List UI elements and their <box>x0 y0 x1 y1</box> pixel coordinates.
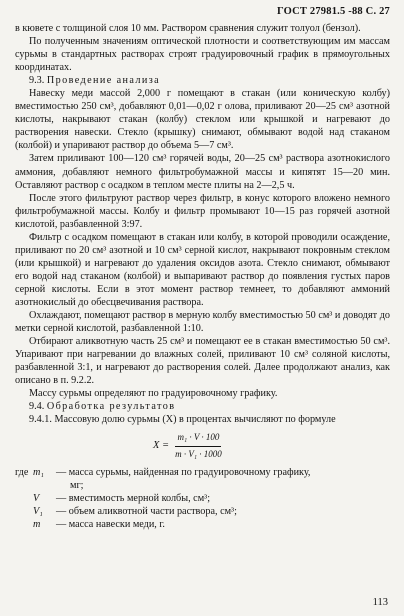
paragraph: По полученным значениям оптической плотности и соответствующим им массам сурьмы в стандартных растворах строят градуировочный график в прямоугольных координатах. <box>15 36 390 74</box>
section-title: Проведение анализа <box>46 75 161 87</box>
formula-denominator: m · V₁ · 1000 <box>175 448 222 459</box>
page-number: 113 <box>372 597 388 608</box>
definitions-list <box>15 466 390 531</box>
paragraph: Затем приливают 100—120 см³ горячей воды, 20—25 см³ раствора азотнокислого аммония, добавляют немного фильтробумажной массы и кипятят 15—20 мин. Оставляют раствор с осадком в теплом месте плиты на 2—2,5 ч. <box>15 153 390 191</box>
section-title: Обработка результатов <box>46 401 176 413</box>
definition-text: — масса сурьмы, найденная по градуировочному графику, <box>56 466 311 478</box>
formula <box>15 431 390 460</box>
paragraph: в кювете с толщиной слоя 10 мм. Раствором сравнения служит толуол (бензол). <box>15 23 361 34</box>
where-label: где <box>15 466 29 478</box>
formula-fraction <box>173 431 224 460</box>
definition-item <box>15 505 390 518</box>
paragraph: 9.4.1. Массовую долю сурьмы (X) в процентах вычисляют по формуле <box>29 414 336 426</box>
paragraph: Массу сурьмы определяют по градуировочному графику. <box>29 388 278 400</box>
definition-continuation: мг; <box>70 479 84 491</box>
paragraph: Охлаждают, помещают раствор в мерную колбу вместимостью 50 см³ и доводят до метки серной кислотой, разбавленной 1:10. <box>15 310 390 335</box>
definition-item <box>15 492 390 505</box>
section-number: 9.3. <box>29 75 45 87</box>
definition-text: — масса навески меди, г. <box>56 518 165 530</box>
page-header: ГОСТ 27981.5 -88 С. 27 <box>276 6 390 17</box>
definition-symbol: m <box>33 518 41 530</box>
definition-item <box>15 518 390 531</box>
paragraph: После этого фильтруют раствор через фильтр, в конус которого вложено немного фильтробумажной массы. Колбу и фильтр промывают 10—15 раз горячей азотной кислотой, разбавленной 3:97. <box>15 192 390 230</box>
formula-lhs: X = <box>153 440 170 452</box>
paragraph: Отбирают аликвотную часть 25 см³ и помещают ее в стакан вместимостью 50 см³. Упаривают при нагревании до влажных солей, приливают 10 см³ соляной кислоты, разбавленной 3:1, и нагревают до растворения солей. Далее продолжают анализ, как описано в п. 9.2.2. <box>15 336 390 387</box>
definition-item <box>15 466 390 479</box>
section-number: 9.4. <box>29 401 45 413</box>
definition-symbol: V₁ <box>33 505 43 517</box>
paragraph: Фильтр с осадком помещают в стакан или колбу, в которой проводили осаждение, приливают по 20 см³ азотной и 10 см³ серной кислот, накрывают покровным стеклом (или крышкой) и нагревают до удаления оксидов азота. Стекло снимают, обмывают его водой над стаканом (колбой) и выпаривают раствор до появления густых паров серной кислоты. Если в этот момент раствор темнеет, то добавляют аммоний азотнокислый до обесцвечивания раствора. <box>15 231 390 308</box>
definition-text: — объем аликвотной части раствора, см³; <box>56 505 237 517</box>
definition-symbol: V <box>33 492 40 504</box>
page-body <box>15 22 390 531</box>
section-heading-results <box>15 400 390 413</box>
definition-text: — вместимость мерной колбы, см³; <box>56 492 211 504</box>
formula-numerator: m₁ · V · 100 <box>175 431 221 446</box>
definition-symbol: m₁ <box>33 466 44 478</box>
paragraph: Навеску меди массой 2,000 г помещают в стакан (или коническую колбу) вместимостью 250 см³, добавляют 0,01—0,02 г олова, приливают 20—25 см³ азотной кислоты, накрывают стакан (колбу) стеклом или крышкой и нагревают до растворения навески. Стекло (крышку) снимают, обмывают водой над стаканом (колбой) и упаривают раствор до объема 5—7 см³. <box>15 88 390 152</box>
section-heading-analysis <box>15 74 390 87</box>
